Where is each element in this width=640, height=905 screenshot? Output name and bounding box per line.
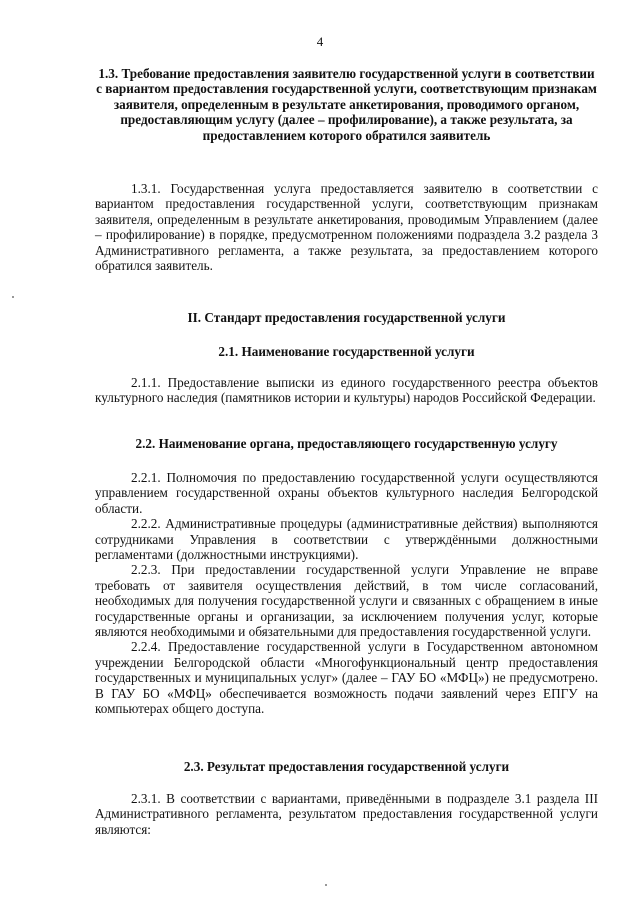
heading-2-3: 2.3. Результат предоставления государственной услуги	[183, 759, 510, 774]
heading-2-1: 2.1. Наименование государственной услуги	[218, 344, 475, 359]
paragraph-2-2-3: 2.2.3. При предоставлении государственной услуги Управление не вправе требовать от заявителя осуществления действий, в том числе согласований, необходимых для получения государственной услуги и связанных с обращением в иные государственные органы и организации, за исключением получения услуг, которые являются необходимыми и обязательными для предоставления государственной услуги.	[95, 562, 598, 640]
heading-section-II: II. Стандарт предоставления государственной услуги	[187, 310, 506, 325]
heading-2-2: 2.2. Наименование органа, предоставляющего государственную услугу	[135, 436, 558, 451]
section-2-2-body	[95, 470, 598, 717]
paragraph-2-2-2: 2.2.2. Административные процедуры (административные действия) выполняются сотрудниками Управления в соответствии с утверждёнными должностными регламентами (должностными инструкциями).	[95, 516, 598, 563]
paragraph-2-1-1: 2.1.1. Предоставление выписки из единого государственного реестра объектов культурного наследия (памятников истории и культуры) народов Российской Федерации.	[95, 375, 598, 406]
page-number: 4	[316, 34, 324, 49]
paragraph-2-3-1: 2.3.1. В соответствии с вариантами, приведёнными в подразделе 3.1 раздела III Административного регламента, результатом предоставления государственной услуги являются:	[95, 791, 598, 837]
paragraph-2-2-1: 2.2.1. Полномочия по предоставлению государственной услуги осуществляются управлением государственной охраны объектов культурного наследия Белгородской области.	[95, 470, 598, 516]
scan-speck	[12, 296, 14, 298]
paragraph-2-2-4: 2.2.4. Предоставление государственной услуги в Государственном автономном учреждении Белгородской области «Многофункциональный центр предоставления государственных и муниципальных услуг» (далее – ГАУ БО «МФЦ») не предусмотрено. В ГАУ БО «МФЦ» обеспечивается возможность подачи заявлений через ЕПГУ на компьютерах общего доступа.	[95, 639, 598, 717]
paragraph-1-3-1: 1.3.1. Государственная услуга предоставляется заявителю в соответствии с вариантом предоставления государственной услуги, соответствующим признакам заявителя, определенным в результате анкетирования, проводимым Управлением (далее – профилирование) в порядке, предусмотренном положениями подраздела 3.2 раздела 3 Административного регламента, а также результата, за предоставлением которого обратился заявитель.	[95, 181, 598, 274]
heading-1-3: 1.3. Требование предоставления заявителю государственной услуги в соответствии с вариантом предоставления государственной услуги, соответствующим признакам заявителя, определенным в результате анкетирования, проводимого органом, предоставляющим услугу (далее – профилирование), а также результата, за предоставлением которого обратился заявитель	[96, 66, 597, 143]
scan-speck	[325, 884, 327, 886]
